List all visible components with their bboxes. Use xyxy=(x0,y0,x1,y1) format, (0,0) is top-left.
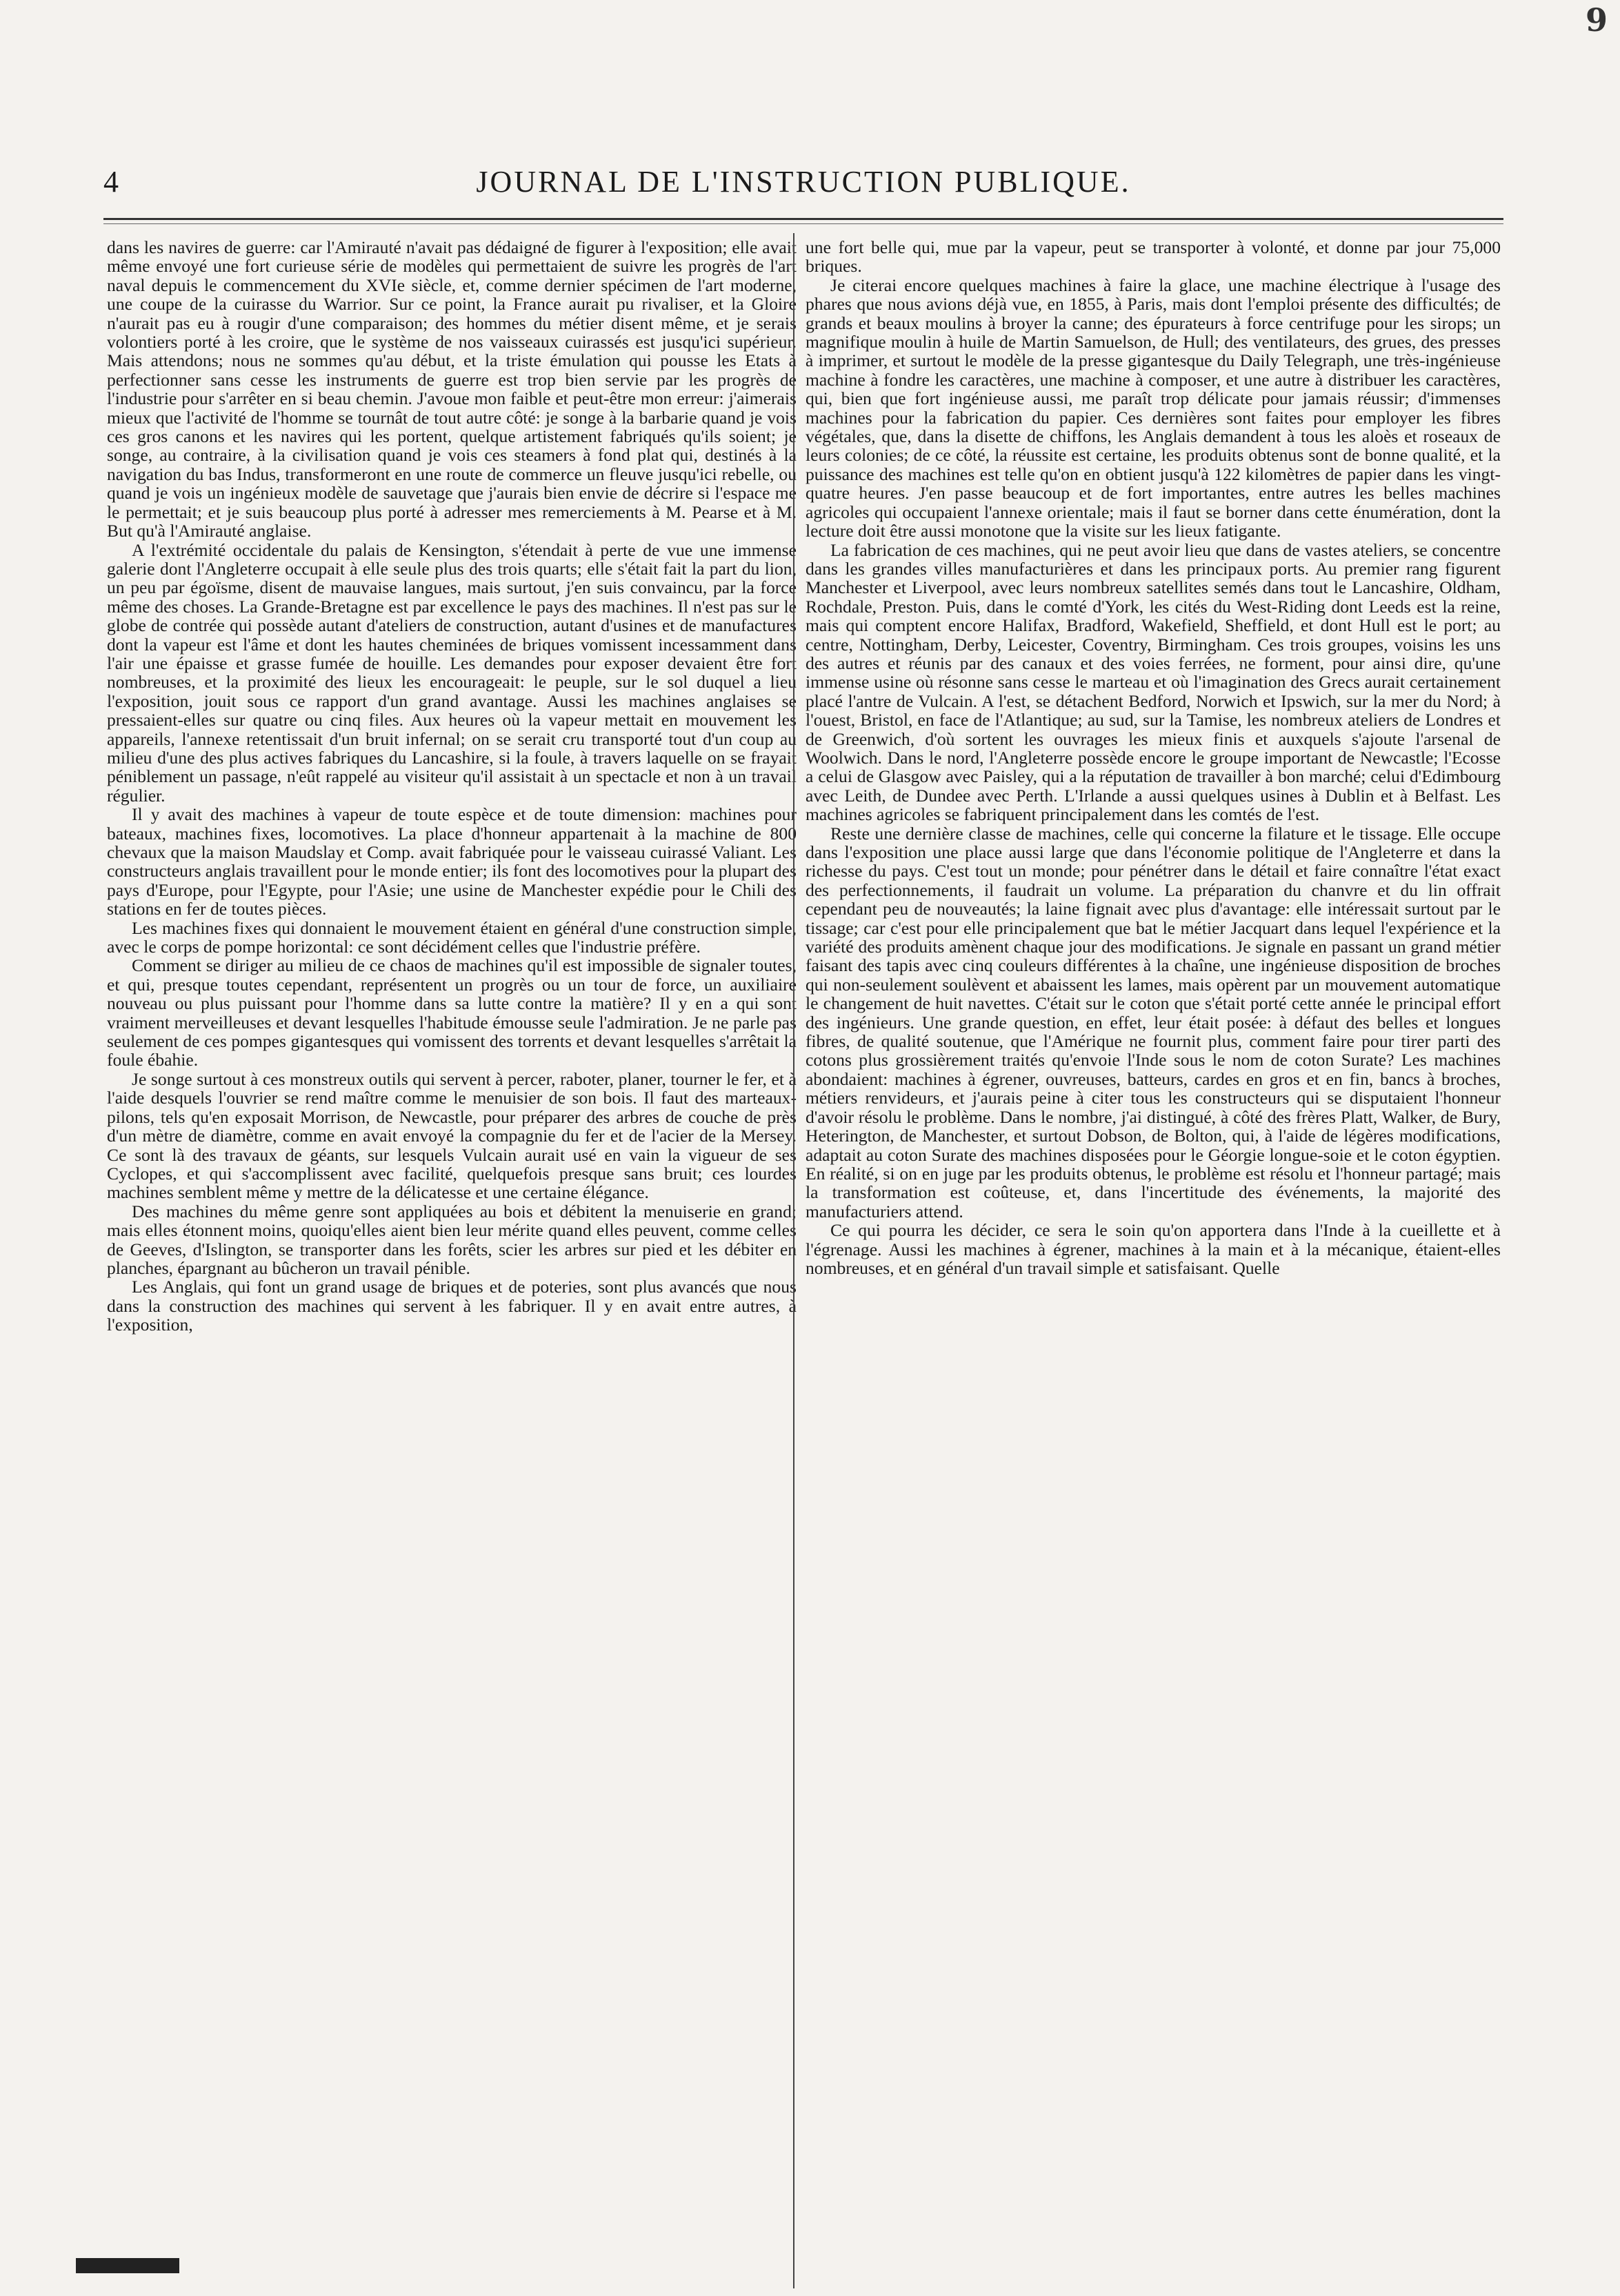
paragraph: A l'extrémité occidentale du palais de Kensington, s'étendait à perte de vue une immense galerie dont l'Angleterre occupait à elle seule plus des trois quarts; elle s'était fait la part du lion, un peu par égoïsme, disent de mauvaise langues, mais surtout, j'en suis convaincu, par la force même des choses. La Grande-Bretagne est par excellence le pays des machines. Il n'est pas sur le globe de contrée qui possède autant d'ateliers de construction, autant d'usines et de manufactures dont la vapeur est l'âme et dont les hautes cheminées de briques vomissent incessamment dans l'air une épaisse et grasse fumée de houille. Les demandes pour exposer devaient être fort nombreuses, et la proximité des lieux les encourageait: le peuple, sur le sol duquel a lieu l'exposition, jouit sous ce rapport d'un grand avantage. Aussi les machines anglaises se pressaient-elles sur quatre ou cinq files. Aux heures où la vapeur mettait en mouvement les appareils, l'annexe retentissait d'un bruit infernal; on se serait cru transporté tout d'un coup au milieu d'une des plus actives fabriques du Lancashire, si la foule, à travers laquelle on se frayait péniblement un passage, n'eût rappelé au visiteur qu'il assistait à un spectacle et non à un travail régulier. xyxy=(107,539,797,806)
left-column xyxy=(107,238,797,1335)
paragraph: Je songe surtout à ces monstreux outils qui servent à percer, raboter, planer, tourner le fer, et à l'aide desquels l'ouvrier se rend maître comme le menuisier de son bois. Il faut des marteaux-pilons, tels qu'en exposait Morrison, de Newcastle, pour préparer des arbres de couche de près d'un mètre de diamètre, comme en avait envoyé la compagnie du fer et de l'acier de la Mersey. Ce sont là des travaux de géants, sur lesquels Vulcain aurait usé en vain la vigueur de ses Cyclopes, et qui s'accomplissent avec facilité, quelquefois presque sans bruit; ces lourdes machines semblent même y mettre de la délicatesse et une certaine élégance. xyxy=(107,1068,797,1203)
paragraph: Je citerai encore quelques machines à faire la glace, une machine électrique à l'usage des phares que nous avions déjà vue, en 1855, à Paris, mais dont l'emploi présente des difficultés; de grands et beaux moulins à broyer la canne; des épurateurs à force centrifuge pour les sirops; un magnifique moulin à huile de Martin Samuelson, de Hull; des ventilateurs, des grues, des presses à imprimer, et surtout le modèle de la presse gigantesque du Daily Telegraph, une très-ingénieuse machine à fondre les caractères, une machine à composer, et une autre à distribuer les caractères, qui, bien que fort ingénieuse aussi, me paraît trop délicate pour jamais réussir; d'immenses machines pour la fabrication du papier. Ces dernières sont faites pour employer les fibres végétales, que, dans la disette de chiffons, les Anglais demandent à tous les aloès et roseaux de leurs colonies; de ce côté, la réussite est certaine, les produits obtenus sont de bonne qualité, et la puissance des machines est telle qu'on en obtient jusqu'à 122 kilomètres de papier dans les vingt-quatre heures. J'en passe beaucoup et de fort importantes, entre autres les belles machines agricoles qui occupaient l'annexe orientale; mais il faut se borner dans cette énumération, dont la lecture doit être aussi monotone que la visite sur les lieux fatigante. xyxy=(806,274,1501,541)
journal-title: JOURNAL DE L'INSTRUCTION PUBLIQUE. xyxy=(476,165,1131,199)
paragraph: Il y avait des machines à vapeur de toute espèce et de toute dimension: machines pour bateaux, machines fixes, locomotives. La place d'honneur appartenait à la machine de 800 chevaux que la maison Maudslay et Comp. avait fabriquée pour le vaisseau cuirassé Valiant. Les constructeurs anglais travaillent pour le monde entier; ils font des locomotives pour la plupart des pays d'Europe, pour l'Egypte, pour l'Asie; une usine de Manchester expédie pour le Chili des stations en fer de toutes pièces. xyxy=(107,804,797,919)
paragraph: dans les navires de guerre: car l'Amirauté n'avait pas dédaigné de figurer à l'exposition; elle avait même envoyé une fort curieuse série de modèles qui permettaient de suivre les progrès de l'art naval depuis le commencement du XVIe siècle, et, comme dernier spécimen de l'art moderne, une coupe de la cuirasse du Warrior. Sur ce point, la France aurait pu rivaliser, et la Gloire n'aurait pas eu à rougir d'une comparaison; des hommes du métier disent même, et je serais volontiers porté à les croire, que le système de nos vaisseaux cuirassés est jusqu'ici supérieur. Mais attendons; nous ne sommes qu'au début, et la triste émulation qui pousse les Etats à perfectionner sans cesse les instruments de guerre est trop bien servie par les progrès de l'industrie pour s'arrêter en si beau chemin. J'avoue mon faible et peut-être mon erreur: j'aimerais mieux que l'activité de l'homme se tournât de tout autre côté: je songe à la barbarie quand je vois ces gros canons et les navires qui les portent, quelque artistement fabriqués qu'ils soient; je songe, au contraire, à la civilisation quand je vois ces steamers à fond plat qui, destinés à la navigation du bas Indus, transformeront en une route de commerce un fleuve jusqu'ici rebelle, ou quand je vois un ingénieux modèle de sauvetage que j'aurais bien envie de décrire si l'espace me le permettait; et je suis beaucoup plus porté à adresser mes remerciements à M. Pearse et à M. But qu'à l'Amirauté anglaise. xyxy=(107,237,797,541)
paragraph: Les machines fixes qui donnaient le mouvement étaient en général d'une construction simple, avec le corps de pompe horizontal: ce sont décidément celles que l'industrie préfère. xyxy=(107,917,797,957)
page-header xyxy=(103,164,1503,206)
paragraph: Les Anglais, qui font un grand usage de briques et de poteries, sont plus avancés que nous dans la construction des machines qui servent à les fabriquer. Il y en avait entre autres, à l'exposition, xyxy=(107,1277,797,1335)
right-column xyxy=(806,238,1501,1277)
paragraph: Reste une dernière classe de machines, celle qui concerne la filature et le tissage. Elle occupe dans l'exposition une place aussi large que dans l'économie politique de l'Angleterre et dans la richesse du pays. C'est tout un monde; pour pénétrer dans le détail et faire connaître l'état exact des perfectionnements, il faudrait un volume. La préparation du chanvre et du lin offrait cependant peu de nouveautés; la laine fignait avec plus d'avantage: elle intéressait surtout par le tissage; car c'est pour elle principalement que bat le métier Jacquart dans lequel l'expérience et la variété des produits amènent chaque jour des modifications. Je signale en passant un grand métier faisant des tapis avec cinq couleurs différentes à la chaîne, une ingénieuse disposition de broches qui non-seulement soulèvent et abaissent les lames, mais opèrent par un mouvement automatique le changement de huit navettes. C'était sur le coton que s'était porté cette année le principal effort des ingénieurs. Une grande question, en effet, leur était posée: à défaut des belles et longues fibres, de qualité soutenue, que l'Amérique ne fournit plus, comment faire pour tirer parti des cotons plus grossièrement traités qu'envoie l'Inde sous le nom de coton Surate? Les machines abondaient: machines à égrener, ouvreuses, batteurs, cardes en gros et en fin, bancs à broches, métiers renvideurs, et j'aurais peine à citer tous les constructeurs qui se disputaient l'honneur d'avoir résolu le problème. Dans le nombre, j'ai distingué, à côté des frères Platt, Walker, de Bury, Heterington, de Manchester, et surtout Dobson, de Bolton, qui, à l'aide de légères modifications, adaptait au coton Surate des machines disposées pour le Géorgie longue-soie et le coton égyptien. En réalité, si on en juge par les produits obtenus, le problème est résolu et l'honneur partagé; mais la transformation est coûteuse, et, dans l'incertitude des événements, la majorité des manufacturiers attend. xyxy=(806,823,1501,1221)
paragraph: Ce qui pourra les décider, ce sera le soin qu'on apportera dans l'Inde à la cueillette et à l'égrenage. Aussi les machines à égrener, machines à la main et à la mécanique, étaient-elles nombreuses, et en général d'un travail simple et satisfaisant. Quelle xyxy=(806,1220,1501,1278)
header-rule-thin xyxy=(103,223,1503,224)
paragraph: Comment se diriger au milieu de ce chaos de machines qu'il est impossible de signaler toutes, et qui, presque toutes cependant, représentent un progrès ou un tour de force, un auxiliaire nouveau ou plus puissant pour l'homme dans sa lutte contre la matière? Il y en a qui sont vraiment merveilleuses et devant lesquelles l'habitude émousse seule l'admiration. Je ne parle pas seulement de ces pompes gigantesques qui vomissent des torrents et devant lesquelles s'arrêtait la foule ébahie. xyxy=(107,955,797,1070)
page-number: 4 xyxy=(103,165,119,199)
paragraph: La fabrication de ces machines, qui ne peut avoir lieu que dans de vastes ateliers, se concentre dans les grandes villes manufacturières et dans les principaux ports. Au premier rang figurent Manchester et Liverpool, avec leurs nombreux satellites semés dans tout le Lancashire, Oldham, Rochdale, Preston. Puis, dans le comté d'York, les cités du West-Riding dont Leeds est la reine, mais qui comptent encore Halifax, Bradford, Wakefield, Sheffield, et dont Hull est le port; au centre, Nottingham, Derby, Leicester, Coventry, Birmingham. Ces trois groupes, voisins les uns des autres et réunis par des canaux et des voies ferrées, ne forment, pour ainsi dire, qu'une immense usine où résonne sans cesse le marteau et où l'imagination des Grecs aurait certainement placé l'antre de Vulcain. A l'est, se détachent Bedford, Norwich et Ipswich, sur la mer du Nord; à l'ouest, Bristol, en face de l'Atlantique; au sud, sur la Tamise, les nombreux ateliers de Londres et de Greenwich, d'où sortent les ouvrages les mieux finis et auxquels s'ajoute l'arsenal de Woolwich. Dans le nord, l'Angleterre possède encore le groupe important de Newcastle; l'Ecosse a celui de Glasgow avec Paisley, qui a la réputation de travailler à bon marché; celui d'Edimbourg avec Leith, de Dundee avec Perth. L'Irlande a aussi quelques usines à Dublin et à Belfast. Les machines agricoles se fabriquent principalement dans les comtés de l'est. xyxy=(806,539,1501,825)
paragraph: Des machines du même genre sont appliquées au bois et débitent la menuiserie en grand; mais elles étonnent moins, quoiqu'elles aient bien leur mérite quand elles peuvent, comme celles de Geeves, d'Islington, se transporter dans les forêts, scier les arbres sur pied et les débiter en planches, épargnant au bûcheron un travail pénible. xyxy=(107,1201,797,1278)
corner-page-marker: 9 xyxy=(1585,1,1608,39)
header-rule xyxy=(103,218,1503,220)
footer-scan-mark xyxy=(76,2258,179,2273)
column-divider xyxy=(793,233,794,2288)
paragraph: une fort belle qui, mue par la vapeur, peut se transporter à volonté, et donne par jour 75,000 briques. xyxy=(806,237,1501,277)
